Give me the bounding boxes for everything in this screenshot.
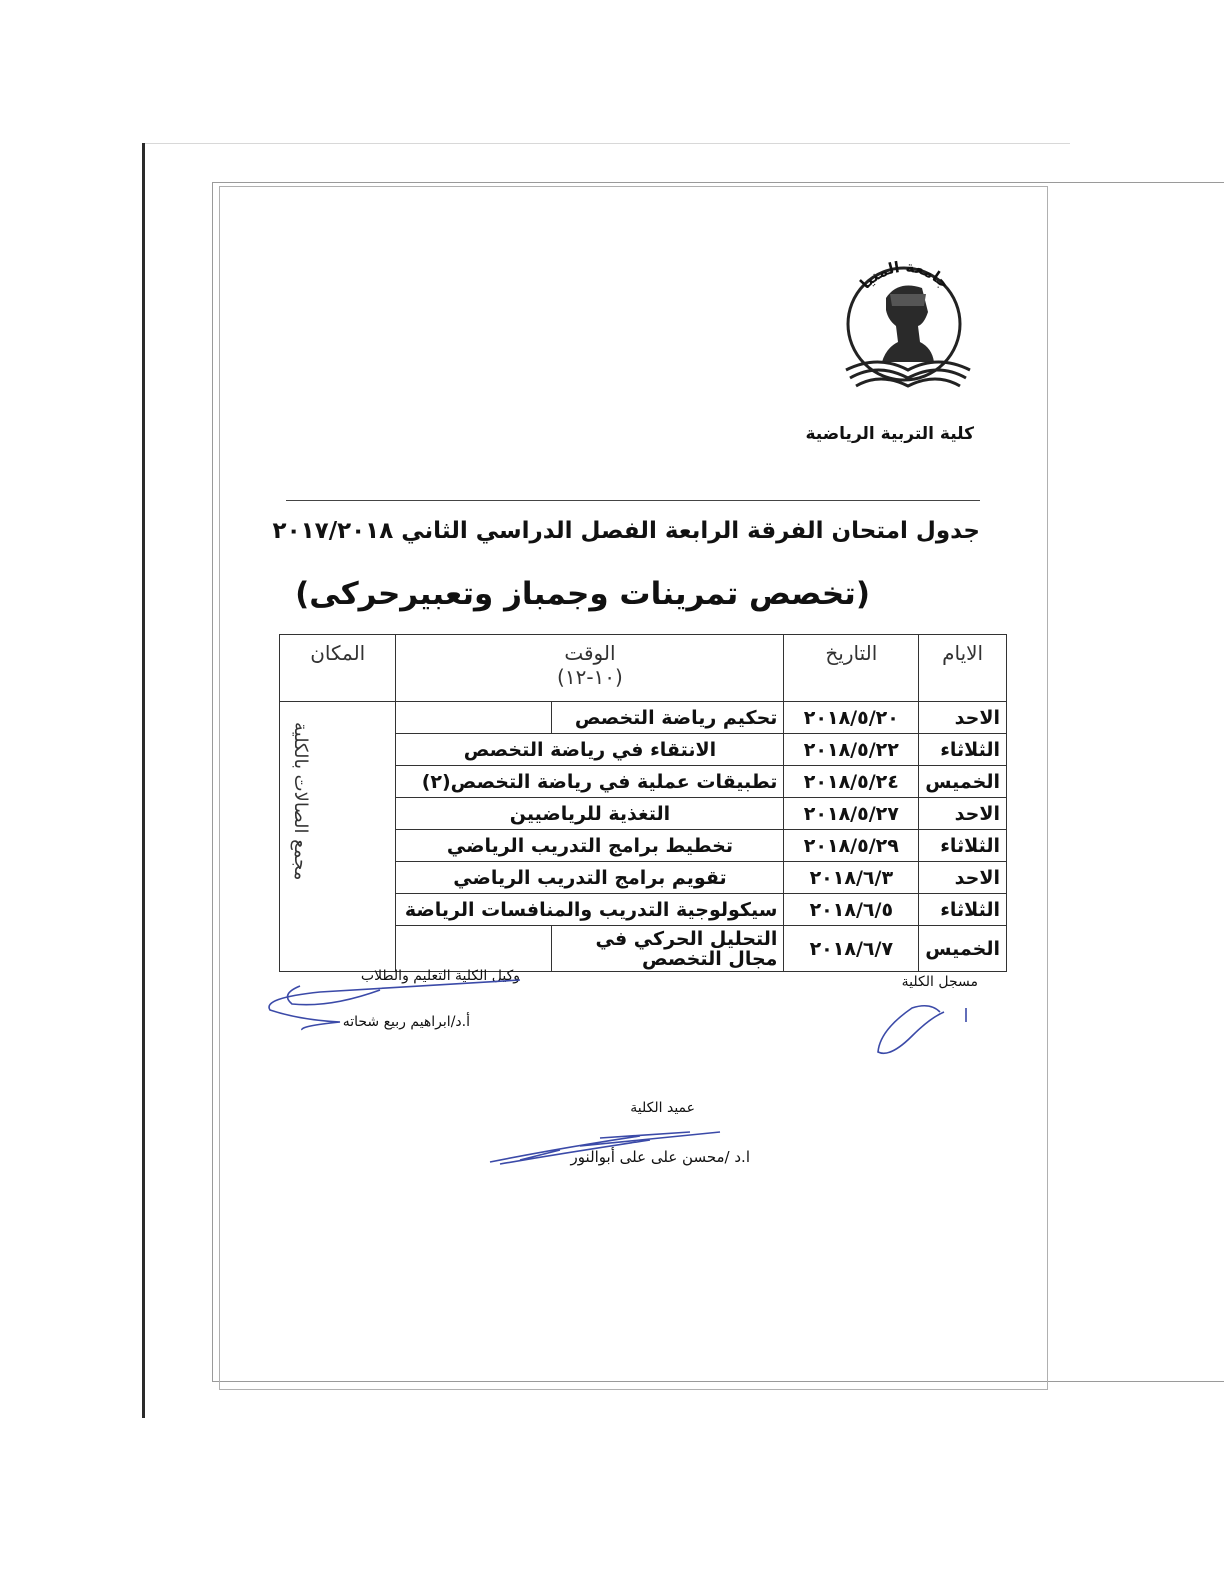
registrar-role: مسجل الكلية xyxy=(901,974,978,990)
cell-date: ٢٠١٨/٥/٢٢ xyxy=(784,734,919,766)
table-header-row xyxy=(280,635,1007,702)
cell-date: ٢٠١٨/٥/٢٤ xyxy=(784,766,919,798)
exam-schedule-table xyxy=(279,634,1007,972)
cell-subject: تطبيقات عملية في رياضة التخصص(٢) xyxy=(396,766,784,798)
cell-empty xyxy=(396,926,551,972)
header-date: التاريخ xyxy=(784,635,919,702)
cell-subject: تقويم برامج التدريب الرياضي xyxy=(396,862,784,894)
cell-day: الثلاثاء xyxy=(919,830,1007,862)
header-day: الايام xyxy=(919,635,1007,702)
scan-edge-top xyxy=(145,143,1070,144)
cell-subject: التحليل الحركي في مجال التخصص xyxy=(551,926,784,972)
cell-place xyxy=(280,702,396,972)
cell-subject: التغذية للرياضيين xyxy=(396,798,784,830)
cell-subject: الانتقاء في رياضة التخصص xyxy=(396,734,784,766)
cell-date: ٢٠١٨/٦/٣ xyxy=(784,862,919,894)
schedule-title: جدول امتحان الفرقة الرابعة الفصل الدراسي الثاني ٢٠١٧/٢٠١٨ xyxy=(272,518,980,544)
cell-date: ٢٠١٨/٦/٥ xyxy=(784,894,919,926)
cell-day: الثلاثاء xyxy=(919,734,1007,766)
cell-subject: سيكولوجية التدريب والمنافسات الرياضة xyxy=(396,894,784,926)
faculty-name: كلية التربية الرياضية xyxy=(805,424,974,444)
cell-day: الخميس xyxy=(919,926,1007,972)
cell-day: الاحد xyxy=(919,702,1007,734)
vice-dean-role: وكيل الكلية التعليم والطلاب xyxy=(360,968,520,984)
cell-day: الخميس xyxy=(919,766,1007,798)
cell-date: ٢٠١٨/٦/٧ xyxy=(784,926,919,972)
header-place: المكان xyxy=(280,635,396,702)
specialization-title: (تخصص تمرينات وجمباز وتعبيرحركى) xyxy=(295,576,870,612)
cell-day: الثلاثاء xyxy=(919,894,1007,926)
place-text: مجمع الصالات بالكلية xyxy=(290,722,311,881)
scan-edge xyxy=(142,143,145,1418)
vice-dean-name: أ.د/ابراهيم ربيع شحاته xyxy=(342,1014,470,1030)
cell-empty xyxy=(396,702,551,734)
header-time-range: (١٠-١٢) xyxy=(557,665,623,689)
dean-role: عميد الكلية xyxy=(630,1100,695,1116)
dean-name: ا.د /محسن على على أبوالنور xyxy=(570,1148,750,1166)
header-time-label: الوقت xyxy=(564,641,616,665)
cell-date: ٢٠١٨/٥/٢٧ xyxy=(784,798,919,830)
cell-subject: تخطيط برامج التدريب الرياضي xyxy=(396,830,784,862)
cell-day: الاحد xyxy=(919,862,1007,894)
cell-day: الاحد xyxy=(919,798,1007,830)
cell-date: ٢٠١٨/٥/٢٠ xyxy=(784,702,919,734)
header-time xyxy=(396,635,784,702)
cell-subject: تحكيم رياضة التخصص xyxy=(551,702,784,734)
header-divider xyxy=(286,500,980,501)
cell-date: ٢٠١٨/٥/٢٩ xyxy=(784,830,919,862)
table-row xyxy=(280,702,1007,734)
university-logo xyxy=(838,250,978,400)
logo-text: جامعة المنيا xyxy=(856,257,954,293)
